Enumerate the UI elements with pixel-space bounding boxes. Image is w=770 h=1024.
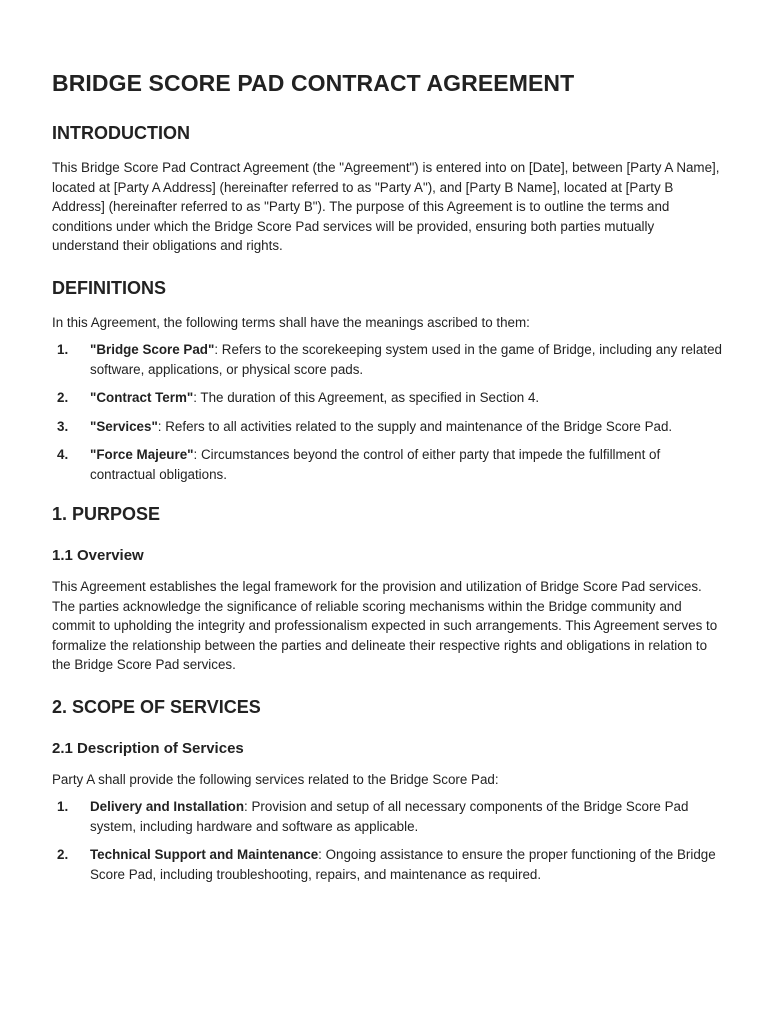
definition-term: "Bridge Score Pad" [90, 342, 215, 357]
list-item [52, 445, 722, 484]
document-page [52, 70, 722, 906]
introduction-section [52, 123, 722, 256]
list-number: 3. [57, 418, 69, 434]
definitions-section [52, 278, 722, 485]
service-term: Technical Support and Maintenance [90, 847, 319, 862]
list-item [52, 797, 722, 836]
description-subheading: 2.1 Description of Services [52, 739, 244, 757]
definition-term: "Services" [90, 418, 158, 434]
purpose-heading: 1. PURPOSE [52, 504, 161, 524]
service-term: Delivery and Installation [90, 799, 245, 814]
purpose-section [52, 504, 722, 675]
purpose-paragraph: This Agreement establishes the legal framework for the provision and utilization of Bridge Score Pad services. The parties acknowledge the significance of reliable scoring mechanisms within the Bridge community and commit to upholding the integrity and professionalism expected in such arrangements. This Agreement serves to formalize the relationship between the parties and delineate their respective rights and obligations in relation to the Bridge Score Pad services. [52, 579, 718, 672]
list-number: 1. [57, 799, 69, 814]
service-text: : Ongoing assistance to ensure the proper functioning of the Bridge Score Pad, including troubleshooting, repairs, and maintenance as required. [90, 847, 716, 882]
services-list [52, 797, 722, 884]
list-item [52, 340, 722, 379]
list-number: 1. [57, 342, 69, 357]
list-item [52, 417, 722, 437]
introduction-heading: INTRODUCTION [52, 123, 190, 143]
list-item [52, 845, 722, 884]
definitions-lead: In this Agreement, the following terms shall have the meanings ascribed to them: [52, 314, 530, 330]
document-title: BRIDGE SCORE PAD CONTRACT AGREEMENT [52, 70, 575, 96]
introduction-paragraph: This Bridge Score Pad Contract Agreement (the "Agreement") is entered into on [Date], between [Party A Name], located at [Party A Address] (hereinafter referred to as "Party A"), and [Party B Name], located at [Party B Address] (hereinafter referred to as "Party B"). The purpose of this Agreement is to outline the terms and conditions under which the Bridge Score Pad services will be provided, ensuring both parties mutually understand their obligations and rights. [52, 160, 720, 253]
overview-subheading: 1.1 Overview [52, 547, 144, 564]
list-number: 4. [57, 447, 69, 462]
definition-text: : Refers to the scorekeeping system used in the game of Bridge, including any related software, applications, or physical score pads. [90, 342, 722, 377]
definition-term: "Contract Term" [90, 390, 194, 405]
list-number: 2. [57, 390, 69, 405]
list-item [52, 388, 722, 408]
definition-text: : Circumstances beyond the control of either party that impede the fulfillment of contractual obligations. [90, 447, 661, 482]
definition-text: : The duration of this Agreement, as specified in Section 4. [193, 390, 540, 405]
definitions-heading: DEFINITIONS [52, 277, 167, 298]
scope-section [52, 697, 722, 885]
list-number: 2. [57, 847, 69, 862]
scope-lead: Party A shall provide the following services related to the Bridge Score Pad: [52, 771, 499, 787]
definition-term: "Force Majeure" [90, 447, 194, 462]
scope-heading: 2. SCOPE OF SERVICES [52, 696, 261, 717]
definition-text: : Refers to all activities related to the supply and maintenance of the Bridge Score Pad. [157, 418, 673, 434]
service-text: : Provision and setup of all necessary components of the Bridge Score Pad system, including hardware and software as applicable. [90, 799, 689, 834]
definitions-list [52, 340, 722, 484]
